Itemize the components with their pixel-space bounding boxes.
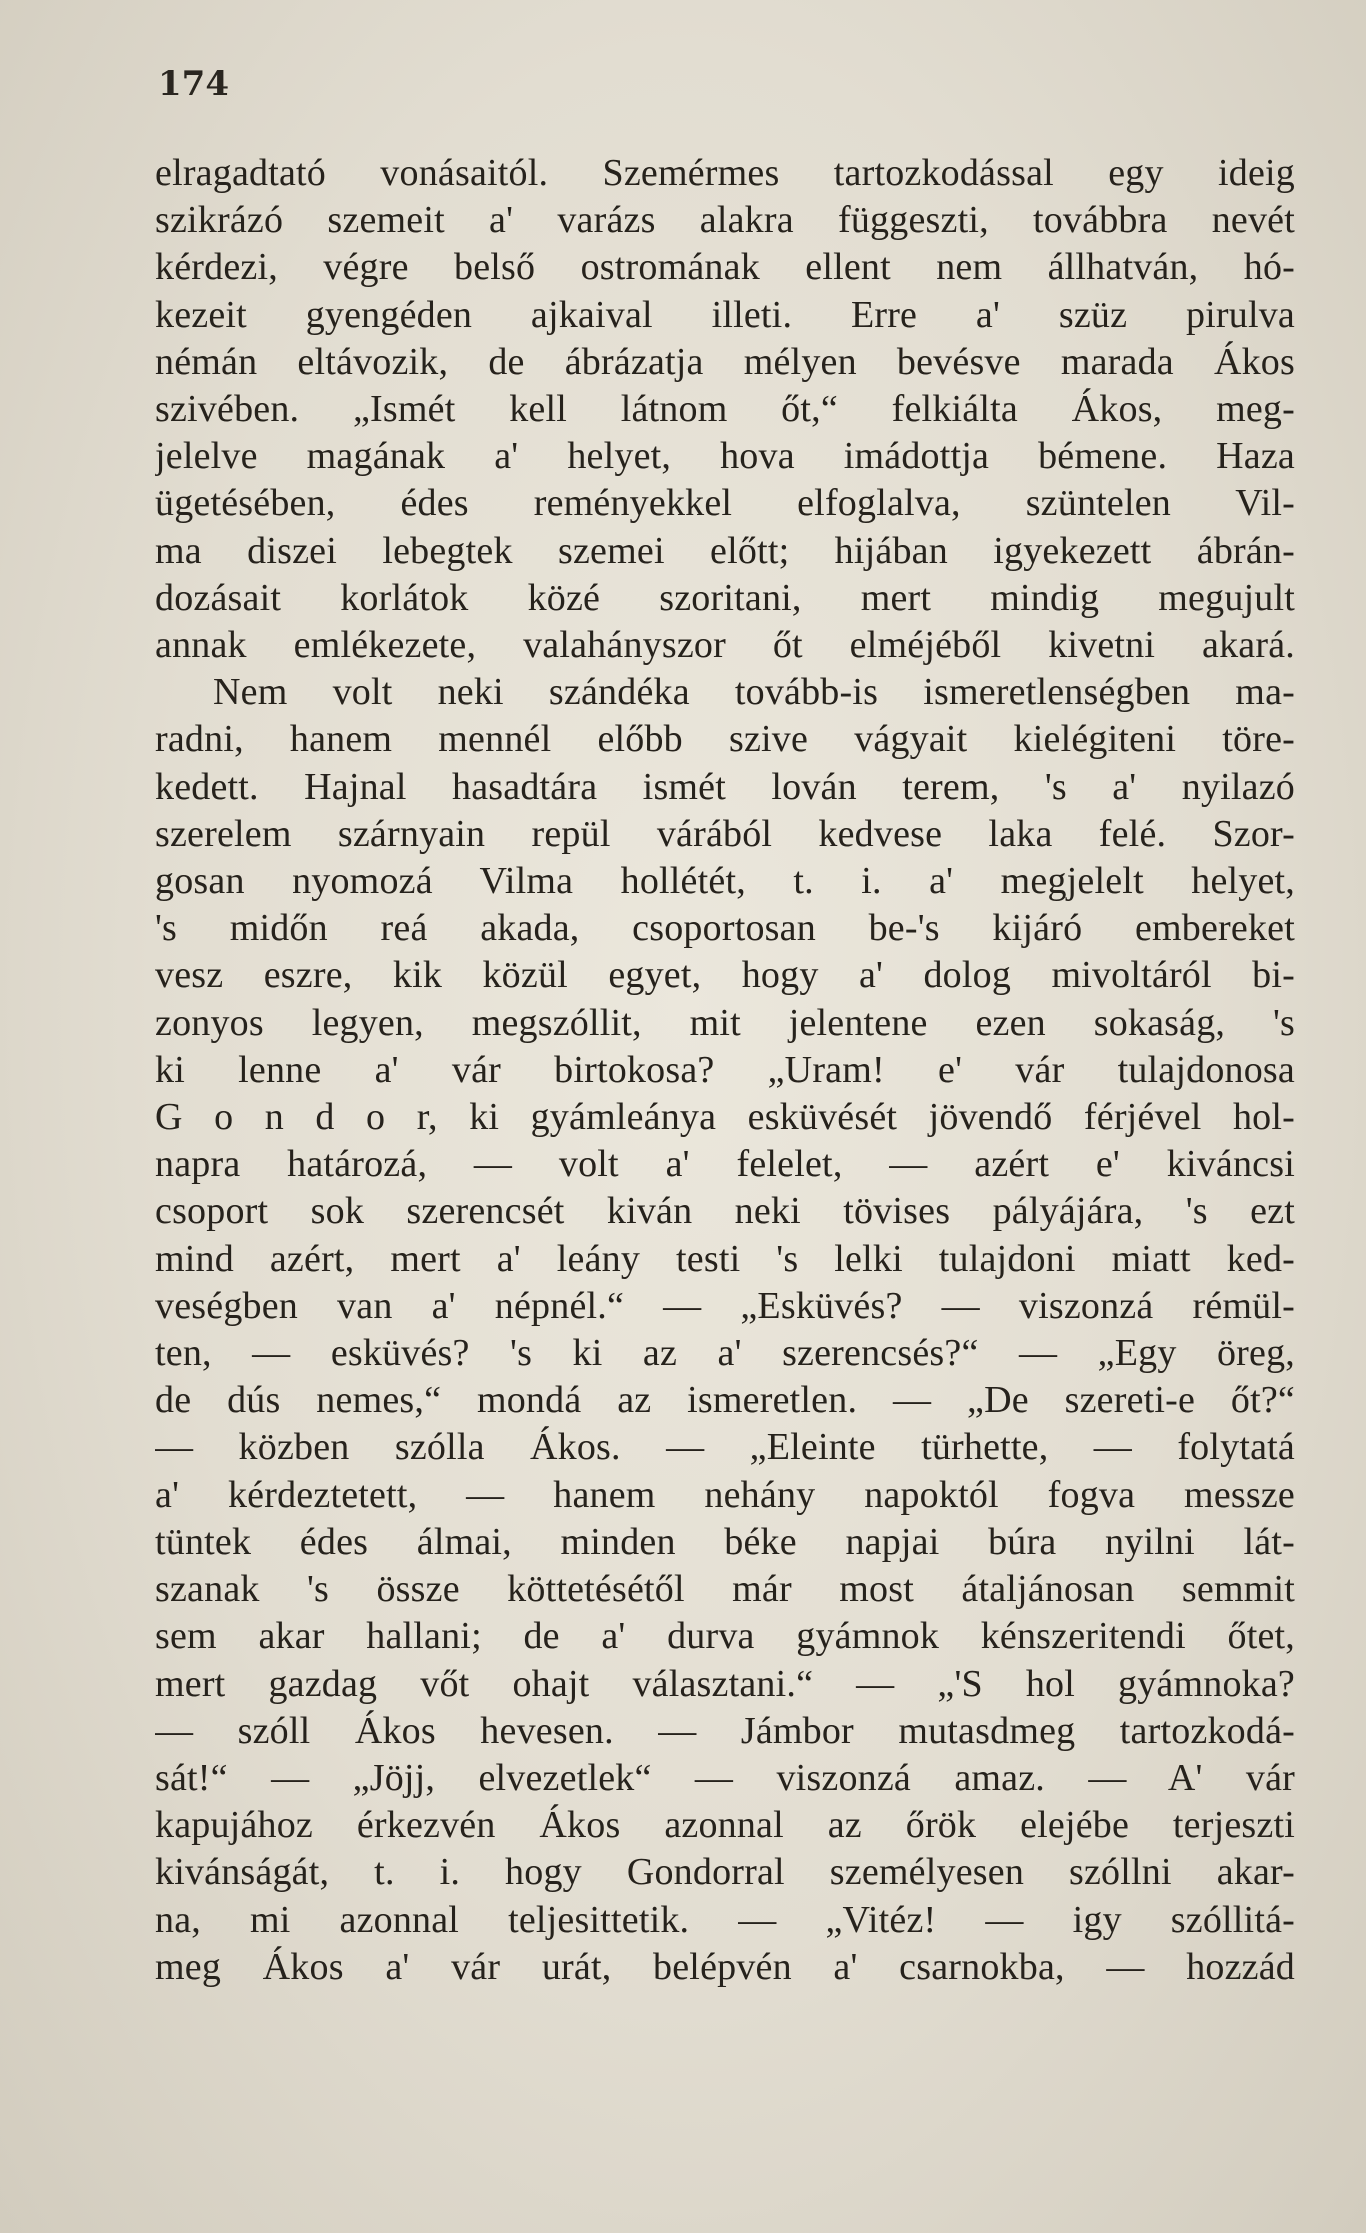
text-line: ten, — esküvés? 's ki az a' szerencsés?“ — „Egy öreg, xyxy=(155,1332,1295,1375)
text-line: szerelem szárnyain repül várából kedvese laka felé. Szor- xyxy=(155,812,1295,855)
text-line: ma diszei lebegtek szemei előtt; hijában igyekezett ábrán- xyxy=(155,529,1295,572)
text-line: jelelve magának a' helyet, hova imádottja bémene. Haza xyxy=(155,435,1295,478)
text-line: szivében. „Ismét kell látnom őt,“ felkiálta Ákos, meg- xyxy=(155,388,1295,431)
text-line: vesz eszre, kik közül egyet, hogy a' dolog mivoltáról bi- xyxy=(155,954,1295,997)
text-line: zonyos legyen, megszóllit, mit jelentene ezen sokaság, 's xyxy=(155,1001,1295,1044)
text-line: kivánságát, t. i. hogy Gondorral személyesen szóllni akar- xyxy=(155,1851,1295,1894)
text-line: radni, hanem mennél előbb szive vágyait kielégiteni töre- xyxy=(155,718,1295,761)
text-line: elragadtató vonásaitól. Szemérmes tartozkodással egy ideig xyxy=(155,152,1295,194)
text-line: kezeit gyengéden ajkaival illeti. Erre a' szüz pirulva xyxy=(155,293,1295,336)
text-line: tüntek édes álmai, minden béke napjai búra nyilni lát- xyxy=(155,1520,1295,1563)
text-line: csoport sok szerencsét kiván neki tövises pályájára, 's ezt xyxy=(155,1190,1295,1233)
text-line: szanak 's össze köttetésétől már most átaljánosan semmit xyxy=(155,1568,1295,1611)
text-line: mind azért, mert a' leány testi 's lelki tulajdoni miatt ked- xyxy=(155,1237,1295,1280)
text-line: mert gazdag vőt ohajt választani.“ — „'S hol gyámnoka? xyxy=(155,1662,1295,1705)
text-line: ügetésében, édes reményekkel elfoglalva, szüntelen Vil- xyxy=(155,482,1295,525)
text-line: veségben van a' népnél.“ — „Esküvés? — viszonzá rémül- xyxy=(155,1284,1295,1327)
text-line: annak emlékezete, valahányszor őt elméjéből kivetni akará. xyxy=(155,624,1295,667)
text-line: meg Ákos a' vár urát, belépvén a' csarnokba, — hozzád xyxy=(155,1945,1295,1988)
text-line: kapujához érkezvén Ákos azonnal az őrök elejébe terjeszti xyxy=(155,1804,1295,1847)
text-line: némán eltávozik, de ábrázatja mélyen bevésve marada Ákos xyxy=(155,340,1295,383)
text-line: kedett. Hajnal hasadtára ismét lován terem, 's a' nyilazó xyxy=(155,765,1295,808)
text-line: na, mi azonnal teljesittetik. — „Vitéz! — igy szóllitá- xyxy=(155,1898,1295,1941)
page-number: 174 xyxy=(158,64,229,104)
text-line: sem akar hallani; de a' durva gyámnok kénszeritendi őtet, xyxy=(155,1615,1295,1658)
text-line: ki lenne a' vár birtokosa? „Uram! e' vár tulajdonosa xyxy=(155,1048,1295,1091)
text-line: dozásait korlátok közé szoritani, mert mindig megujult xyxy=(155,576,1295,619)
text-line: sát!“ — „Jöjj, elvezetlek“ — viszonzá amaz. — A' vár xyxy=(155,1756,1295,1799)
text-line: gosan nyomozá Vilma hollétét, t. i. a' megjelelt helyet, xyxy=(155,860,1295,903)
text-line: szikrázó szemeit a' varázs alakra függeszti, továbbra nevét xyxy=(155,199,1295,242)
text-line: kérdezi, végre belső ostromának ellent nem állhatván, hó- xyxy=(155,246,1295,289)
paragraph-start-line: Nem volt neki szándéka tovább-is ismeretlenségben ma- xyxy=(213,671,1295,714)
text-line: napra határozá, — volt a' felelet, — azért e' kiváncsi xyxy=(155,1143,1295,1186)
text-line: de dús nemes,“ mondá az ismeretlen. — „De szereti-e őt?“ xyxy=(155,1379,1295,1422)
text-line: — közben szólla Ákos. — „Eleinte türhette, — folytatá xyxy=(155,1426,1295,1469)
text-line: a' kérdeztetett, — hanem nehány napoktól fogva messze xyxy=(155,1473,1295,1516)
text-line: — szóll Ákos hevesen. — Jámbor mutasdmeg tartozkodá- xyxy=(155,1709,1295,1752)
body-text xyxy=(155,150,1295,1991)
text-line: 's midőn reá akada, csoportosan be-'s kijáró embereket xyxy=(155,907,1295,950)
text-line: G o n d o r, ki gyámleánya esküvését jövendő férjével hol- xyxy=(155,1096,1295,1139)
